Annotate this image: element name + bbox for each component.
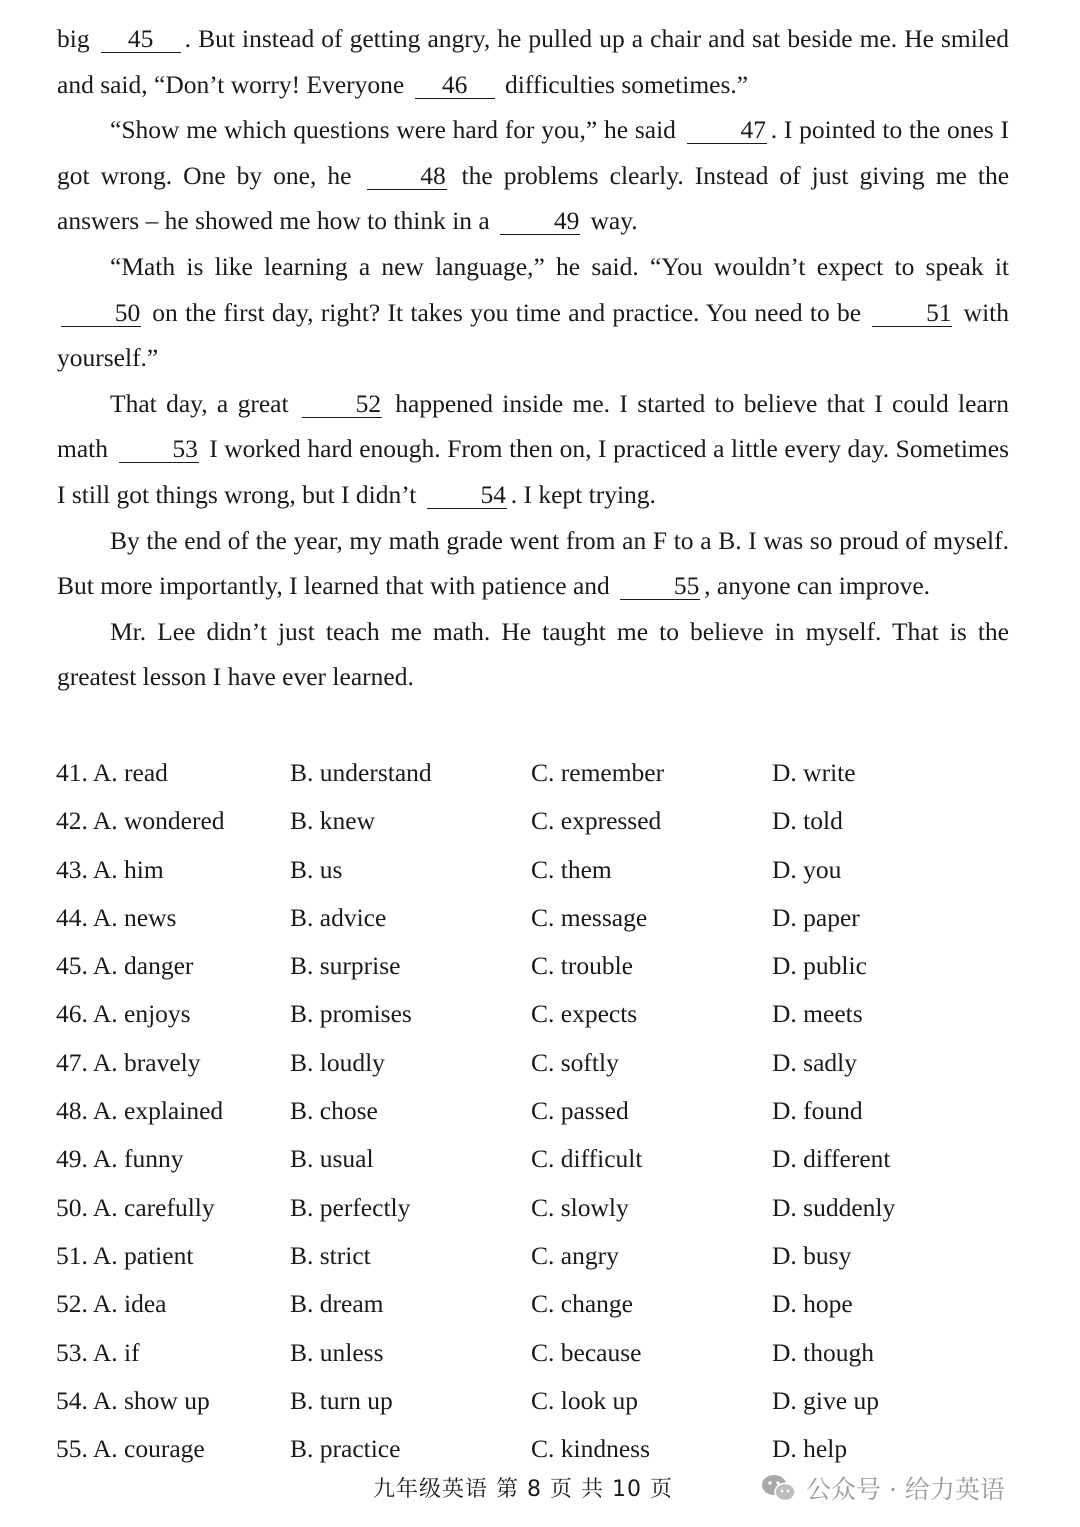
text: big (57, 24, 90, 53)
question-row (56, 1233, 996, 1281)
paragraph-1 (57, 16, 1009, 107)
question-row (56, 1088, 996, 1136)
paragraph-2 (57, 107, 1009, 244)
question-row (56, 895, 996, 943)
question-row (56, 1040, 996, 1088)
option-c: C. slowly (531, 1192, 629, 1222)
option-c: C. expects (531, 999, 638, 1029)
option-d: D. give up (772, 1385, 879, 1415)
text: difficulties sometimes.” (504, 69, 749, 99)
text: . I kept trying. (510, 479, 656, 509)
option-b: B. promises (290, 999, 412, 1029)
option-b: B. surprise (290, 951, 401, 981)
option-c: C. expressed (531, 806, 662, 836)
option-c: C. them (531, 854, 612, 884)
option-c: C. look up (531, 1385, 638, 1415)
text: I worked hard enough. From then on, I practiced a little every day. Sometimes I still got things wrong, but I didn’t (57, 434, 1010, 509)
text: happened inside me. I started to believe that I could learn math (57, 388, 1010, 464)
option-b: B. knew (290, 806, 375, 836)
option-b: B. dream (290, 1289, 384, 1319)
option-a: 45. A. danger (56, 951, 194, 981)
option-b: B. loudly (290, 1047, 385, 1077)
blank-53: 53 (119, 436, 199, 463)
option-a: 43. A. him (56, 854, 164, 884)
option-b: B. usual (290, 1144, 374, 1174)
cloze-passage (57, 16, 1009, 700)
paragraph-4 (57, 381, 1009, 518)
option-c: C. angry (531, 1240, 619, 1270)
option-d: D. sadly (772, 1047, 857, 1077)
option-a: 42. A. wondered (56, 806, 225, 836)
text: way. (590, 206, 638, 236)
text: . But instead of getting angry, he pulled up a chair and sat beside me. He smiled and said, “Don’t worry! Everyone (57, 24, 1009, 99)
option-d: D. public (772, 951, 867, 981)
option-c: C. message (531, 902, 648, 932)
text: the problems clearly. Instead of just giving me the answers – he showed me how to think in a (57, 160, 1010, 236)
option-a: 46. A. enjoys (56, 999, 191, 1029)
option-d: D. help (772, 1434, 848, 1464)
paragraph-5 (57, 518, 1009, 609)
question-row (56, 750, 996, 798)
question-row (56, 1185, 996, 1233)
blank-49: 49 (500, 208, 580, 235)
question-row (56, 1378, 996, 1426)
option-a: 48. A. explained (56, 1096, 224, 1126)
option-b: B. us (290, 854, 343, 884)
question-row (56, 991, 996, 1039)
option-b: B. chose (290, 1096, 378, 1126)
question-options (56, 750, 996, 1474)
option-b: B. understand (290, 758, 432, 787)
option-b: B. strict (290, 1240, 371, 1270)
option-c: C. trouble (531, 951, 633, 981)
blank-45: 45 (101, 26, 181, 53)
blank-51: 51 (872, 300, 952, 327)
blank-46: 46 (415, 72, 495, 99)
text: . I pointed to the ones I got wrong. One by one, he (57, 115, 1010, 190)
option-a: 55. A. courage (56, 1434, 205, 1464)
option-a: 52. A. idea (56, 1289, 167, 1319)
option-a: 44. A. news (56, 902, 177, 932)
option-d: D. busy (772, 1240, 852, 1270)
text: By the end of the year, my math grade went from an F to a B. I was so proud of myself. But more importantly, I learned that with patience and (57, 525, 1009, 601)
option-d: D. suddenly (772, 1192, 896, 1222)
page-footer (0, 1470, 1080, 1510)
text: Mr. Lee didn’t just teach me math. He taught me to believe in myself. That is the greatest lesson I have ever learned. (57, 616, 1009, 692)
option-d: D. told (772, 806, 843, 836)
option-d: D. though (772, 1337, 874, 1367)
option-c: C. passed (531, 1096, 629, 1126)
option-c: C. change (531, 1289, 633, 1319)
wechat-icon (760, 1473, 798, 1503)
option-d: D. different (772, 1144, 891, 1174)
option-a: 50. A. carefully (56, 1192, 215, 1222)
option-c: C. difficult (531, 1144, 643, 1174)
option-a: 47. A. bravely (56, 1047, 201, 1077)
text: “Math is like learning a new language,” he said. “You wouldn’t expect to speak it (110, 251, 1009, 281)
option-d: D. you (772, 854, 842, 884)
question-row (56, 847, 996, 895)
blank-48: 48 (367, 163, 447, 190)
option-b: B. turn up (290, 1385, 393, 1415)
option-b: B. practice (290, 1434, 401, 1464)
paragraph-6 (57, 609, 1009, 700)
option-a: 53. A. if (56, 1337, 140, 1367)
option-d: D. hope (772, 1289, 853, 1319)
option-c: C. because (531, 1337, 642, 1367)
text: That day, a great (110, 388, 289, 418)
question-row (56, 798, 996, 846)
question-row (56, 1281, 996, 1329)
option-d: D. found (772, 1096, 863, 1126)
question-row (56, 943, 996, 991)
watermark (760, 1470, 1005, 1506)
page-number: 九年级英语 第 8 页 共 10 页 (373, 1477, 673, 1502)
blank-55: 55 (620, 573, 700, 600)
text: on the first day, right? It takes you time and practice. You need to be (152, 297, 862, 327)
blank-47: 47 (687, 117, 767, 144)
option-a: 49. A. funny (56, 1144, 184, 1174)
blank-50: 50 (61, 300, 141, 327)
option-a: 41. A. read (56, 758, 168, 787)
paragraph-3 (57, 244, 1009, 381)
question-row (56, 1136, 996, 1184)
option-a: 51. A. patient (56, 1240, 194, 1270)
text: “Show me which questions were hard for you,” he said (110, 115, 676, 145)
option-a: 54. A. show up (56, 1385, 210, 1415)
blank-54: 54 (427, 482, 507, 509)
option-d: D. meets (772, 999, 863, 1029)
option-d: D. paper (772, 902, 860, 932)
option-d: D. write (772, 758, 856, 787)
option-c: C. remember (531, 758, 665, 787)
option-b: B. unless (290, 1337, 384, 1367)
text: with yourself.” (57, 297, 1009, 373)
option-b: B. perfectly (290, 1192, 411, 1222)
watermark-text: 公众号 · 给力英语 (806, 1475, 1005, 1504)
option-c: C. kindness (531, 1434, 651, 1464)
question-row (56, 1330, 996, 1378)
option-b: B. advice (290, 902, 387, 932)
option-c: C. softly (531, 1047, 619, 1077)
text: , anyone can improve. (704, 571, 931, 601)
question-row (56, 1426, 996, 1474)
blank-52: 52 (302, 391, 382, 418)
